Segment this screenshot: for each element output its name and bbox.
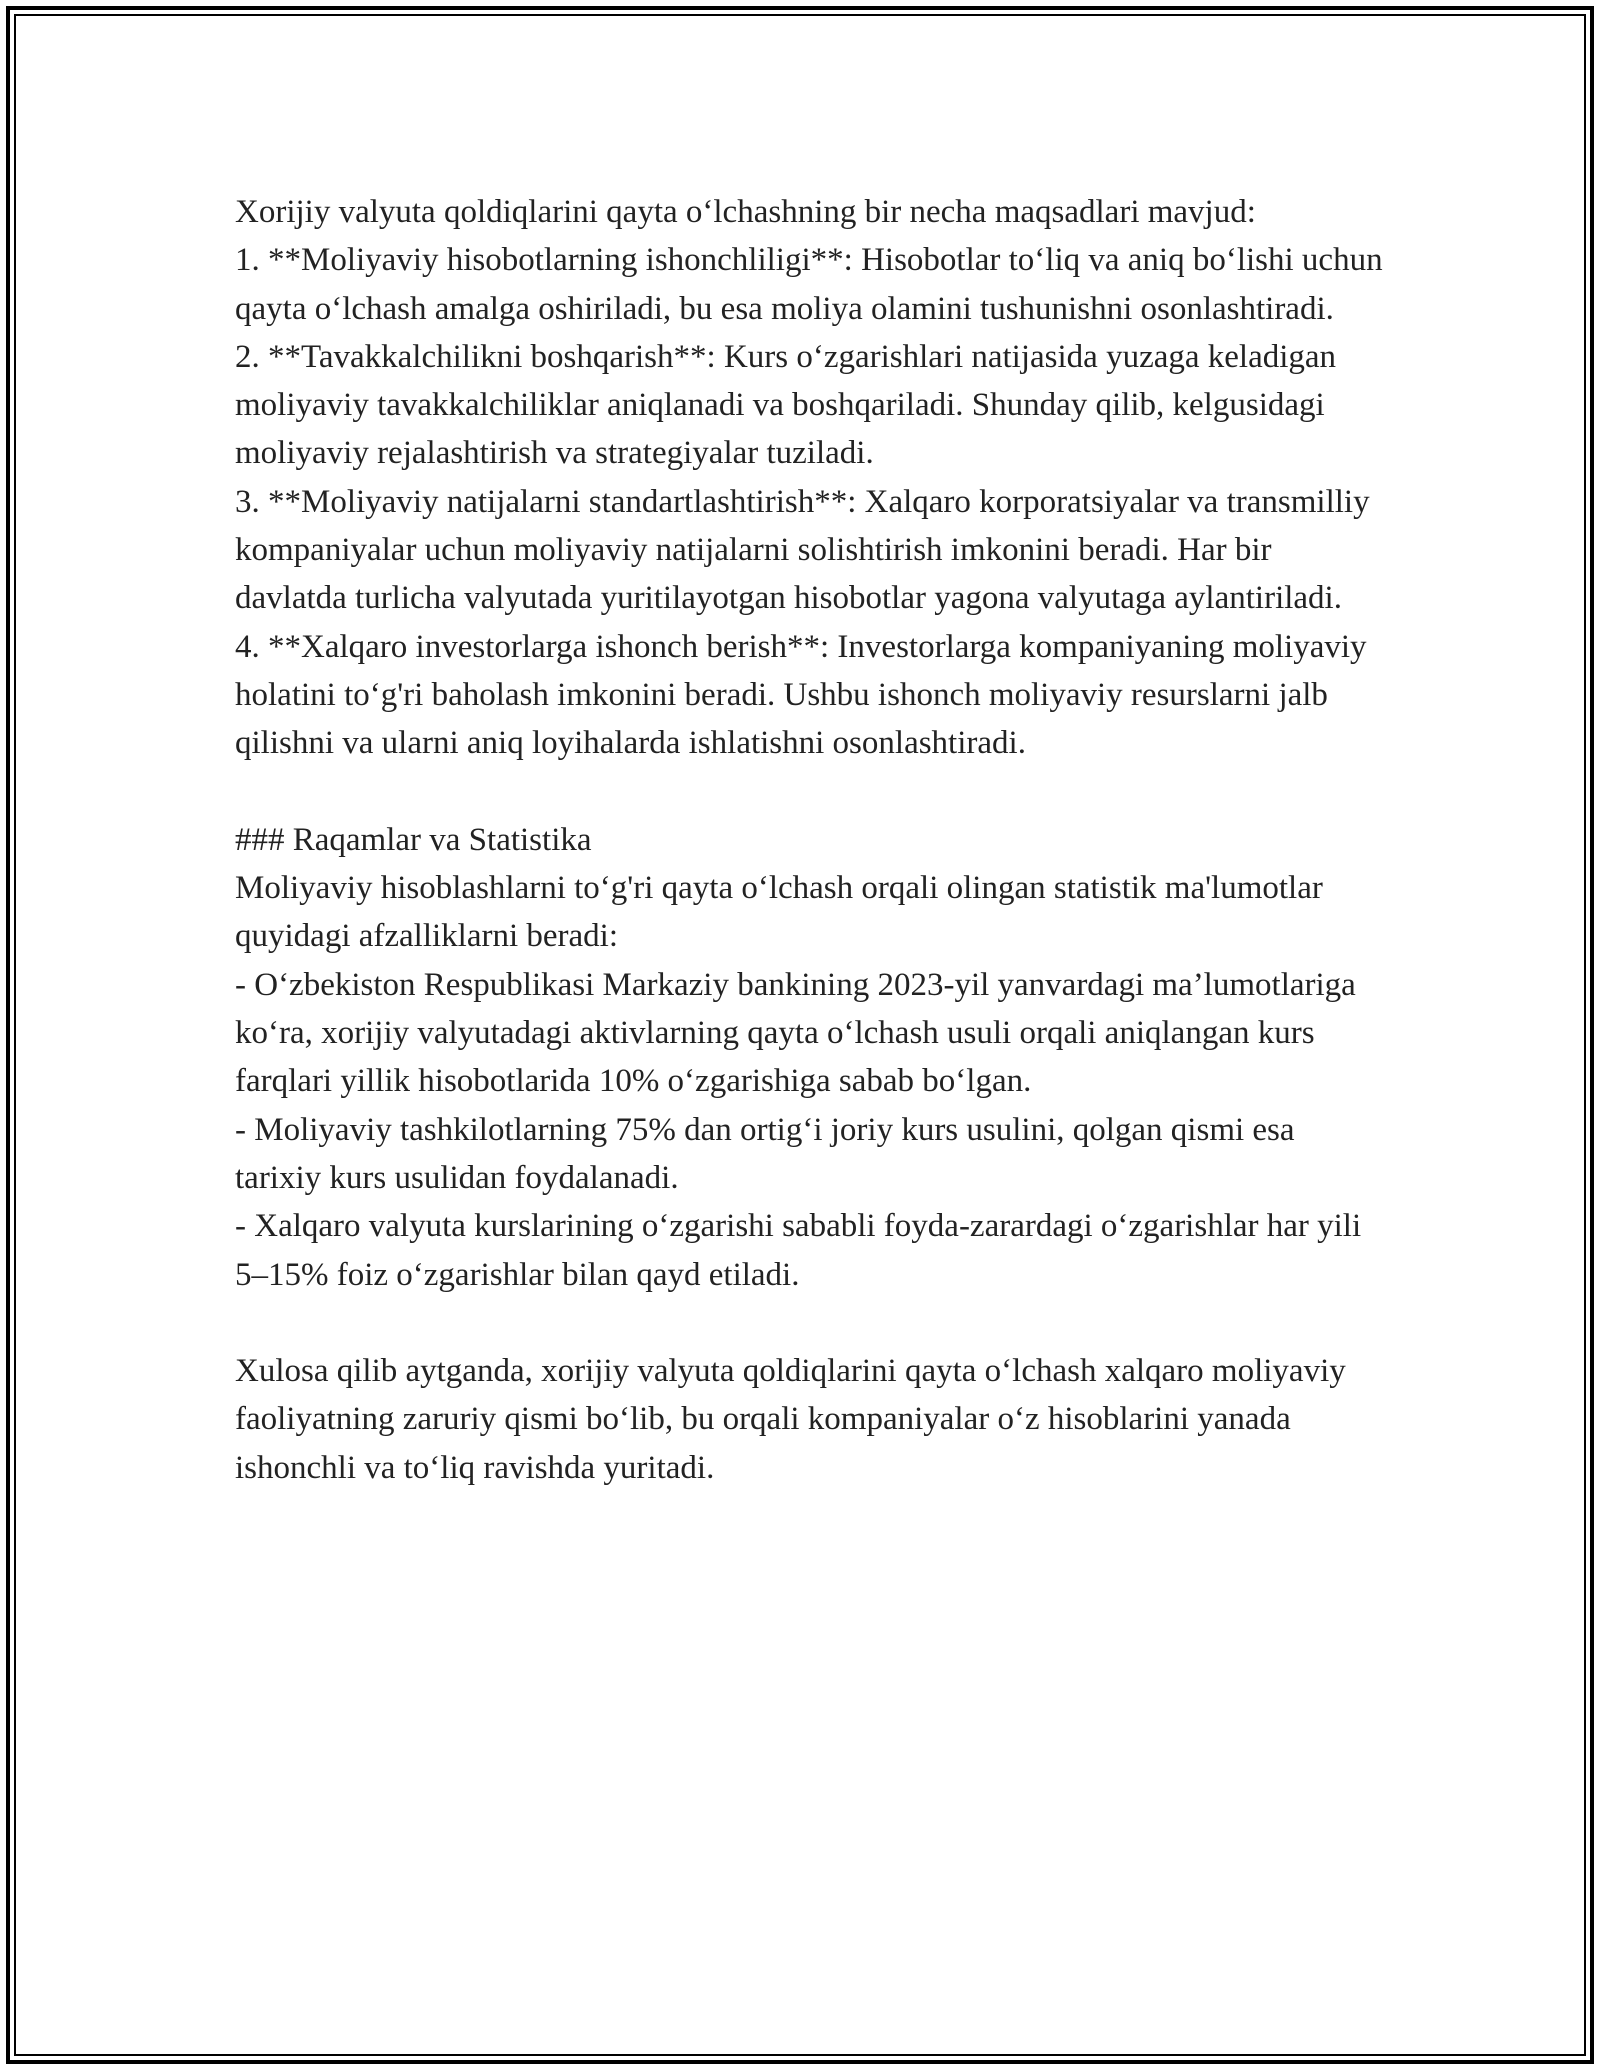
stats-item-3: - Xalqaro valyuta kurslarining o‘zgarishi sababli foyda-zarardagi o‘zgarishlar har yili 5–15% foiz o‘zgarishlar bilan qayd etiladi. bbox=[235, 1208, 1362, 1293]
paragraph-spacer bbox=[235, 1299, 1385, 1347]
stats-item-2: - Moliyaviy tashkilotlarning 75% dan ortig‘i joriy kurs usulini, qolgan qismi esa tarixiy kurs usulidan foydalanadi. bbox=[235, 1111, 1295, 1196]
paragraph-spacer bbox=[235, 768, 1385, 816]
stats-item-1: - O‘zbekiston Respublikasi Markaziy bankining 2023-yil yanvardagi ma’lumotlariga ko‘ra, xorijiy valyutadagi aktivlarning qayta o‘lchash usuli orqali aniqlangan kurs farqlari yillik hisobotlarida 10% o‘zgarishiga sabab bo‘lgan. bbox=[235, 966, 1356, 1100]
goal-item-1: 1. **Moliyaviy hisobotlarning ishonchliligi**: Hisobotlar to‘liq va aniq bo‘lishi uchun qayta o‘lchash amalga oshiriladi, bu esa moliya olamini tushunishni osonlashtiradi. bbox=[235, 242, 1383, 327]
goal-item-2: 2. **Tavakkalchilikni boshqarish**: Kurs o‘zgarishlari natijasida yuzaga keladigan moliyaviy tavakkalchiliklar aniqlanadi va boshqariladi. Shunday qilib, kelgusidagi moliyaviy rejalashtirish va strategiyalar tuziladi. bbox=[235, 338, 1337, 472]
goal-item-4: 4. **Xalqaro investorlarga ishonch berish**: Investorlarga kompaniyaning moliyaviy holatini to‘g'ri baholash imkonini beradi. Ushbu ishonch moliyaviy resurslarni jalb qilishni va ularni aniq loyihalarda ishlatishni osonlashtiradi. bbox=[235, 628, 1367, 762]
stats-heading: ### Raqamlar va Statistika bbox=[235, 821, 592, 858]
document-body bbox=[235, 188, 1385, 1492]
intro-paragraph: Xorijiy valyuta qoldiqlarini qayta o‘lchashning bir necha maqsadlari mavjud: bbox=[235, 194, 1256, 230]
goal-item-3: 3. **Moliyaviy natijalarni standartlashtirish**: Xalqaro korporatsiyalar va transmilliy kompaniyalar uchun moliyaviy natijalarni solishtirish imkonini beradi. Har bir davlatda turlicha valyutada yuritilayotgan hisobotlar yagona valyutaga aylantiriladi. bbox=[235, 483, 1370, 617]
stats-intro: Moliyaviy hisoblashlarni to‘g'ri qayta o‘lchash orqali olingan statistik ma'lumotlar quyidagi afzalliklarni beradi: bbox=[235, 870, 1323, 955]
conclusion-paragraph: Xulosa qilib aytganda, xorijiy valyuta qoldiqlarini qayta o‘lchash xalqaro moliyaviy faoliyatning zaruriy qismi bo‘lib, bu orqali kompaniyalar o‘z hisoblarini yanada ishonchli va to‘liq ravishda yuritadi. bbox=[235, 1353, 1346, 1486]
